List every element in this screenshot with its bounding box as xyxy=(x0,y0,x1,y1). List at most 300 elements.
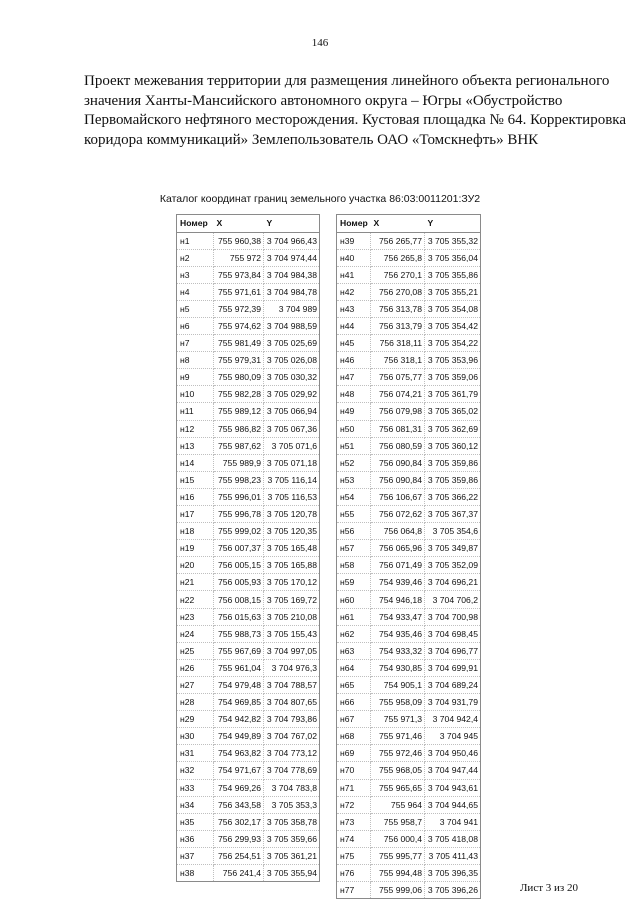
coordinate-x: 755 980,09 xyxy=(214,369,264,386)
coordinate-y: 3 704 773,12 xyxy=(264,745,320,762)
point-number: н50 xyxy=(337,420,371,437)
point-number: н77 xyxy=(337,882,371,899)
table-row xyxy=(177,352,320,369)
coordinate-y: 3 704 984,38 xyxy=(264,266,320,283)
coordinate-y: 3 704 699,91 xyxy=(425,659,481,676)
table-row xyxy=(337,471,481,488)
coordinate-y: 3 705 169,72 xyxy=(264,591,320,608)
coordinate-x: 755 967,69 xyxy=(214,642,264,659)
point-number: н5 xyxy=(177,300,214,317)
document-title-line: Проект межевания территории для размещения линейного объекта регионального xyxy=(84,73,610,89)
coordinate-y: 3 704 984,78 xyxy=(264,283,320,300)
point-number: н36 xyxy=(177,830,214,847)
coordinate-y: 3 705 396,26 xyxy=(425,882,481,899)
table-row xyxy=(337,557,481,574)
point-number: н52 xyxy=(337,454,371,471)
header-y: Y xyxy=(264,215,320,233)
table-row xyxy=(177,711,320,728)
point-number: н55 xyxy=(337,506,371,523)
coordinate-x: 755 972,46 xyxy=(371,745,425,762)
table-row xyxy=(337,454,481,471)
coordinate-x: 756 299,93 xyxy=(214,830,264,847)
coordinate-y: 3 705 349,87 xyxy=(425,540,481,557)
coordinate-y: 3 704 997,05 xyxy=(264,642,320,659)
coordinate-y: 3 705 116,14 xyxy=(264,471,320,488)
coordinate-x: 754 939,46 xyxy=(371,574,425,591)
point-number: н28 xyxy=(177,694,214,711)
table-row xyxy=(337,659,481,676)
coordinate-x: 755 960,38 xyxy=(214,232,264,249)
table-row xyxy=(337,249,481,266)
table-row xyxy=(337,317,481,334)
coordinate-y: 3 704 941 xyxy=(425,813,481,830)
point-number: н40 xyxy=(337,249,371,266)
table-row xyxy=(337,728,481,745)
coordinate-y: 3 704 945 xyxy=(425,728,481,745)
coordinate-y: 3 705 360,12 xyxy=(425,437,481,454)
table-row xyxy=(177,813,320,830)
table-row xyxy=(177,574,320,591)
coordinate-x: 755 979,31 xyxy=(214,352,264,369)
table-row xyxy=(177,506,320,523)
point-number: н26 xyxy=(177,659,214,676)
coordinate-x: 755 974,62 xyxy=(214,317,264,334)
point-number: н6 xyxy=(177,317,214,334)
coordinate-y: 3 705 359,86 xyxy=(425,471,481,488)
header-number: Номер xyxy=(177,215,214,233)
point-number: н54 xyxy=(337,488,371,505)
coordinate-x: 755 995,77 xyxy=(371,847,425,864)
table-row xyxy=(177,437,320,454)
table-row xyxy=(337,608,481,625)
table-header-row xyxy=(177,215,320,233)
coordinate-x: 756 265,77 xyxy=(371,232,425,249)
table-row xyxy=(177,317,320,334)
point-number: н41 xyxy=(337,266,371,283)
coordinate-y: 3 705 362,69 xyxy=(425,420,481,437)
point-number: н60 xyxy=(337,591,371,608)
coordinate-y: 3 704 767,02 xyxy=(264,728,320,745)
table-row xyxy=(337,745,481,762)
point-number: н51 xyxy=(337,437,371,454)
table-row xyxy=(337,864,481,881)
point-number: н19 xyxy=(177,540,214,557)
point-number: н33 xyxy=(177,779,214,796)
coordinate-y: 3 705 361,79 xyxy=(425,386,481,403)
coordinate-x: 754 933,32 xyxy=(371,642,425,659)
point-number: н34 xyxy=(177,796,214,813)
point-number: н8 xyxy=(177,352,214,369)
table-row xyxy=(177,591,320,608)
table-row xyxy=(337,591,481,608)
coordinate-y: 3 705 170,12 xyxy=(264,574,320,591)
coordinate-y: 3 705 116,53 xyxy=(264,488,320,505)
coordinate-x: 755 965,65 xyxy=(371,779,425,796)
coordinate-y: 3 705 354,22 xyxy=(425,335,481,352)
coordinate-y: 3 705 029,92 xyxy=(264,386,320,403)
table-row xyxy=(337,300,481,317)
table-row xyxy=(337,335,481,352)
header-number: Номер xyxy=(337,215,371,233)
table-row xyxy=(177,403,320,420)
point-number: н32 xyxy=(177,762,214,779)
table-row xyxy=(177,249,320,266)
coordinate-y: 3 705 354,42 xyxy=(425,317,481,334)
coordinate-y: 3 704 950,46 xyxy=(425,745,481,762)
coordinate-y: 3 705 030,32 xyxy=(264,369,320,386)
coordinate-y: 3 704 783,8 xyxy=(264,779,320,796)
coordinate-x: 755 968,05 xyxy=(371,762,425,779)
coordinate-x: 756 313,79 xyxy=(371,317,425,334)
header-x: X xyxy=(214,215,264,233)
point-number: н20 xyxy=(177,557,214,574)
point-number: н69 xyxy=(337,745,371,762)
table-row xyxy=(177,232,320,249)
catalog-title: Каталог координат границ земельного участка 86:03:0011201:ЗУ2 xyxy=(159,193,481,205)
point-number: н47 xyxy=(337,369,371,386)
coordinate-x: 756 079,98 xyxy=(371,403,425,420)
table-row xyxy=(337,420,481,437)
coordinate-y: 3 704 966,43 xyxy=(264,232,320,249)
table-row xyxy=(337,762,481,779)
point-number: н15 xyxy=(177,471,214,488)
coordinate-x: 754 930,85 xyxy=(371,659,425,676)
coordinate-y: 3 705 066,94 xyxy=(264,403,320,420)
coordinate-y: 3 705 361,21 xyxy=(264,847,320,864)
coordinate-x: 756 106,67 xyxy=(371,488,425,505)
table-row xyxy=(337,813,481,830)
table-header-row xyxy=(337,215,481,233)
point-number: н58 xyxy=(337,557,371,574)
coordinate-x: 756 090,84 xyxy=(371,471,425,488)
point-number: н70 xyxy=(337,762,371,779)
coordinate-x: 755 972,39 xyxy=(214,300,264,317)
coordinate-x: 756 072,62 xyxy=(371,506,425,523)
table-row xyxy=(177,847,320,864)
coordinate-x: 756 064,8 xyxy=(371,523,425,540)
point-number: н29 xyxy=(177,711,214,728)
point-number: н4 xyxy=(177,283,214,300)
coordinate-x: 755 994,48 xyxy=(371,864,425,881)
coordinate-y: 3 705 359,06 xyxy=(425,369,481,386)
coordinate-y: 3 705 411,43 xyxy=(425,847,481,864)
coordinate-y: 3 704 988,59 xyxy=(264,317,320,334)
coordinate-y: 3 705 355,94 xyxy=(264,864,320,881)
table-row xyxy=(337,711,481,728)
coordinate-x: 756 071,49 xyxy=(371,557,425,574)
table-row xyxy=(337,386,481,403)
point-number: н67 xyxy=(337,711,371,728)
table-row xyxy=(337,369,481,386)
coordinate-x: 754 969,26 xyxy=(214,779,264,796)
table-row xyxy=(337,882,481,899)
point-number: н56 xyxy=(337,523,371,540)
point-number: н9 xyxy=(177,369,214,386)
table-row xyxy=(177,335,320,352)
point-number: н27 xyxy=(177,676,214,693)
coordinate-x: 756 313,78 xyxy=(371,300,425,317)
coordinate-x: 755 961,04 xyxy=(214,659,264,676)
coordinate-y: 3 704 689,24 xyxy=(425,676,481,693)
coordinate-y: 3 705 355,86 xyxy=(425,266,481,283)
table-row xyxy=(337,779,481,796)
point-number: н62 xyxy=(337,625,371,642)
document-title-line: значения Ханты-Мансийского автономного округа – Югры «Обустройство xyxy=(84,92,563,109)
table-row xyxy=(177,420,320,437)
coordinate-y: 3 705 359,66 xyxy=(264,830,320,847)
coordinate-y: 3 704 698,45 xyxy=(425,625,481,642)
table-row xyxy=(177,266,320,283)
point-number: н2 xyxy=(177,249,214,266)
point-number: н12 xyxy=(177,420,214,437)
point-number: н63 xyxy=(337,642,371,659)
coordinate-y: 3 704 700,98 xyxy=(425,608,481,625)
coordinate-x: 755 971,46 xyxy=(371,728,425,745)
coordinate-y: 3 704 931,79 xyxy=(425,694,481,711)
point-number: н49 xyxy=(337,403,371,420)
coordinate-y: 3 705 120,78 xyxy=(264,506,320,523)
coordinate-x: 755 998,23 xyxy=(214,471,264,488)
coordinate-x: 755 971,61 xyxy=(214,283,264,300)
point-number: н42 xyxy=(337,283,371,300)
table-row xyxy=(337,283,481,300)
point-number: н21 xyxy=(177,574,214,591)
coordinate-x: 756 074,21 xyxy=(371,386,425,403)
header-y: Y xyxy=(425,215,481,233)
coordinate-y: 3 705 366,22 xyxy=(425,488,481,505)
coordinate-x: 754 942,82 xyxy=(214,711,264,728)
coordinate-x: 755 988,73 xyxy=(214,625,264,642)
coordinate-y: 3 705 165,88 xyxy=(264,557,320,574)
point-number: н64 xyxy=(337,659,371,676)
table-row xyxy=(177,676,320,693)
table-row xyxy=(337,676,481,693)
coordinate-y: 3 705 355,21 xyxy=(425,283,481,300)
table-row xyxy=(177,864,320,881)
coordinate-x: 754 969,85 xyxy=(214,694,264,711)
coordinate-y: 3 704 793,86 xyxy=(264,711,320,728)
coordinate-x: 754 933,47 xyxy=(371,608,425,625)
coordinate-y: 3 704 942,4 xyxy=(425,711,481,728)
coordinate-y: 3 705 155,43 xyxy=(264,625,320,642)
point-number: н18 xyxy=(177,523,214,540)
table-row xyxy=(337,796,481,813)
coordinate-y: 3 704 944,65 xyxy=(425,796,481,813)
coordinate-x: 754 979,48 xyxy=(214,676,264,693)
point-number: н24 xyxy=(177,625,214,642)
coordinate-x: 756 270,1 xyxy=(371,266,425,283)
table-row xyxy=(177,830,320,847)
coordinate-y: 3 704 778,69 xyxy=(264,762,320,779)
point-number: н65 xyxy=(337,676,371,693)
table-row xyxy=(337,694,481,711)
coordinate-y: 3 705 358,78 xyxy=(264,813,320,830)
coordinate-x: 754 949,89 xyxy=(214,728,264,745)
point-number: н30 xyxy=(177,728,214,745)
table-row xyxy=(337,540,481,557)
table-row xyxy=(337,523,481,540)
coordinate-y: 3 704 788,57 xyxy=(264,676,320,693)
table-row xyxy=(337,352,481,369)
point-number: н44 xyxy=(337,317,371,334)
table-row xyxy=(337,642,481,659)
coordinate-y: 3 705 071,18 xyxy=(264,454,320,471)
point-number: н68 xyxy=(337,728,371,745)
coordinate-x: 755 999,02 xyxy=(214,523,264,540)
coordinate-y: 3 705 120,35 xyxy=(264,523,320,540)
coordinate-y: 3 704 696,77 xyxy=(425,642,481,659)
sheet-counter: Лист 3 из 20 xyxy=(519,882,578,894)
point-number: н16 xyxy=(177,488,214,505)
coordinate-x: 756 090,84 xyxy=(371,454,425,471)
coordinate-x: 756 005,15 xyxy=(214,557,264,574)
coordinate-y: 3 704 807,65 xyxy=(264,694,320,711)
point-number: н59 xyxy=(337,574,371,591)
point-number: н7 xyxy=(177,335,214,352)
table-row xyxy=(177,745,320,762)
coordinate-x: 756 254,51 xyxy=(214,847,264,864)
table-row xyxy=(177,540,320,557)
coordinate-y: 3 705 071,6 xyxy=(264,437,320,454)
coordinate-x: 755 981,49 xyxy=(214,335,264,352)
coordinate-x: 754 905,1 xyxy=(371,676,425,693)
coordinate-x: 755 996,78 xyxy=(214,506,264,523)
coordinates-table-right xyxy=(336,214,481,899)
table-row xyxy=(337,232,481,249)
point-number: н37 xyxy=(177,847,214,864)
table-row xyxy=(177,488,320,505)
point-number: н1 xyxy=(177,232,214,249)
coordinates-table-left xyxy=(176,214,320,882)
table-row xyxy=(177,300,320,317)
coordinate-x: 756 008,15 xyxy=(214,591,264,608)
coordinate-y: 3 705 353,3 xyxy=(264,796,320,813)
coordinate-x: 755 987,62 xyxy=(214,437,264,454)
table-row xyxy=(177,694,320,711)
coordinate-x: 755 973,84 xyxy=(214,266,264,283)
coordinate-y: 3 705 418,08 xyxy=(425,830,481,847)
coordinate-x: 755 989,12 xyxy=(214,403,264,420)
coordinate-x: 755 982,28 xyxy=(214,386,264,403)
coordinates-table-left-body xyxy=(177,232,320,882)
table-row xyxy=(177,625,320,642)
coordinate-y: 3 705 367,37 xyxy=(425,506,481,523)
point-number: н38 xyxy=(177,864,214,881)
table-row xyxy=(337,437,481,454)
table-row xyxy=(177,796,320,813)
table-row xyxy=(177,779,320,796)
coordinate-y: 3 704 989 xyxy=(264,300,320,317)
table-row xyxy=(337,574,481,591)
coordinate-x: 756 007,37 xyxy=(214,540,264,557)
coordinate-x: 755 958,7 xyxy=(371,813,425,830)
coordinate-y: 3 705 396,35 xyxy=(425,864,481,881)
coordinate-x: 756 270,08 xyxy=(371,283,425,300)
point-number: н25 xyxy=(177,642,214,659)
document-title-line: Первомайского нефтяного месторождения. Кустовая площадка № 64. Корректировка xyxy=(84,112,626,128)
coordinate-y: 3 705 354,08 xyxy=(425,300,481,317)
document-title xyxy=(84,72,626,150)
coordinate-x: 756 081,31 xyxy=(371,420,425,437)
point-number: н45 xyxy=(337,335,371,352)
point-number: н14 xyxy=(177,454,214,471)
point-number: н3 xyxy=(177,266,214,283)
table-row xyxy=(337,488,481,505)
page-number: 146 xyxy=(311,37,329,49)
point-number: н72 xyxy=(337,796,371,813)
coordinate-x: 756 080,59 xyxy=(371,437,425,454)
document-title-line: коридора коммуникаций» Землепользователь ОАО «Томскнефть» ВНК xyxy=(84,131,539,148)
table-row xyxy=(177,557,320,574)
coordinate-y: 3 705 026,08 xyxy=(264,352,320,369)
point-number: н46 xyxy=(337,352,371,369)
table-row xyxy=(337,830,481,847)
table-row xyxy=(177,728,320,745)
coordinate-x: 755 971,3 xyxy=(371,711,425,728)
table-row xyxy=(337,266,481,283)
coordinates-table-right-body xyxy=(337,232,481,899)
point-number: н35 xyxy=(177,813,214,830)
coordinate-x: 756 005,93 xyxy=(214,574,264,591)
coordinate-x: 756 343,58 xyxy=(214,796,264,813)
coordinate-x: 754 971,67 xyxy=(214,762,264,779)
point-number: н76 xyxy=(337,864,371,881)
coordinate-y: 3 704 947,44 xyxy=(425,762,481,779)
coordinate-y: 3 704 976,3 xyxy=(264,659,320,676)
coordinate-x: 756 075,77 xyxy=(371,369,425,386)
table-row xyxy=(177,762,320,779)
point-number: н10 xyxy=(177,386,214,403)
coordinate-x: 754 963,82 xyxy=(214,745,264,762)
coordinate-x: 755 958,09 xyxy=(371,694,425,711)
coordinate-y: 3 705 352,09 xyxy=(425,557,481,574)
table-row xyxy=(337,506,481,523)
coordinate-y: 3 705 354,6 xyxy=(425,523,481,540)
table-row xyxy=(337,847,481,864)
coordinate-x: 756 302,17 xyxy=(214,813,264,830)
point-number: н23 xyxy=(177,608,214,625)
coordinate-x: 754 946,18 xyxy=(371,591,425,608)
coordinate-x: 756 318,11 xyxy=(371,335,425,352)
table-row xyxy=(177,454,320,471)
table-row xyxy=(177,471,320,488)
coordinate-y: 3 704 943,61 xyxy=(425,779,481,796)
coordinate-y: 3 705 353,96 xyxy=(425,352,481,369)
coordinate-x: 755 964 xyxy=(371,796,425,813)
point-number: н17 xyxy=(177,506,214,523)
table-row xyxy=(177,642,320,659)
coordinate-x: 756 000,4 xyxy=(371,830,425,847)
coordinate-y: 3 705 365,02 xyxy=(425,403,481,420)
point-number: н22 xyxy=(177,591,214,608)
coordinate-y: 3 705 356,04 xyxy=(425,249,481,266)
point-number: н39 xyxy=(337,232,371,249)
coordinate-x: 754 935,46 xyxy=(371,625,425,642)
table-row xyxy=(177,386,320,403)
point-number: н43 xyxy=(337,300,371,317)
point-number: н74 xyxy=(337,830,371,847)
coordinate-x: 756 265,8 xyxy=(371,249,425,266)
coordinate-y: 3 704 974,44 xyxy=(264,249,320,266)
coordinate-x: 756 015,63 xyxy=(214,608,264,625)
coordinate-x: 755 986,82 xyxy=(214,420,264,437)
point-number: н31 xyxy=(177,745,214,762)
table-row xyxy=(337,625,481,642)
table-row xyxy=(177,523,320,540)
coordinate-y: 3 705 165,48 xyxy=(264,540,320,557)
point-number: н61 xyxy=(337,608,371,625)
coordinate-x: 756 065,96 xyxy=(371,540,425,557)
